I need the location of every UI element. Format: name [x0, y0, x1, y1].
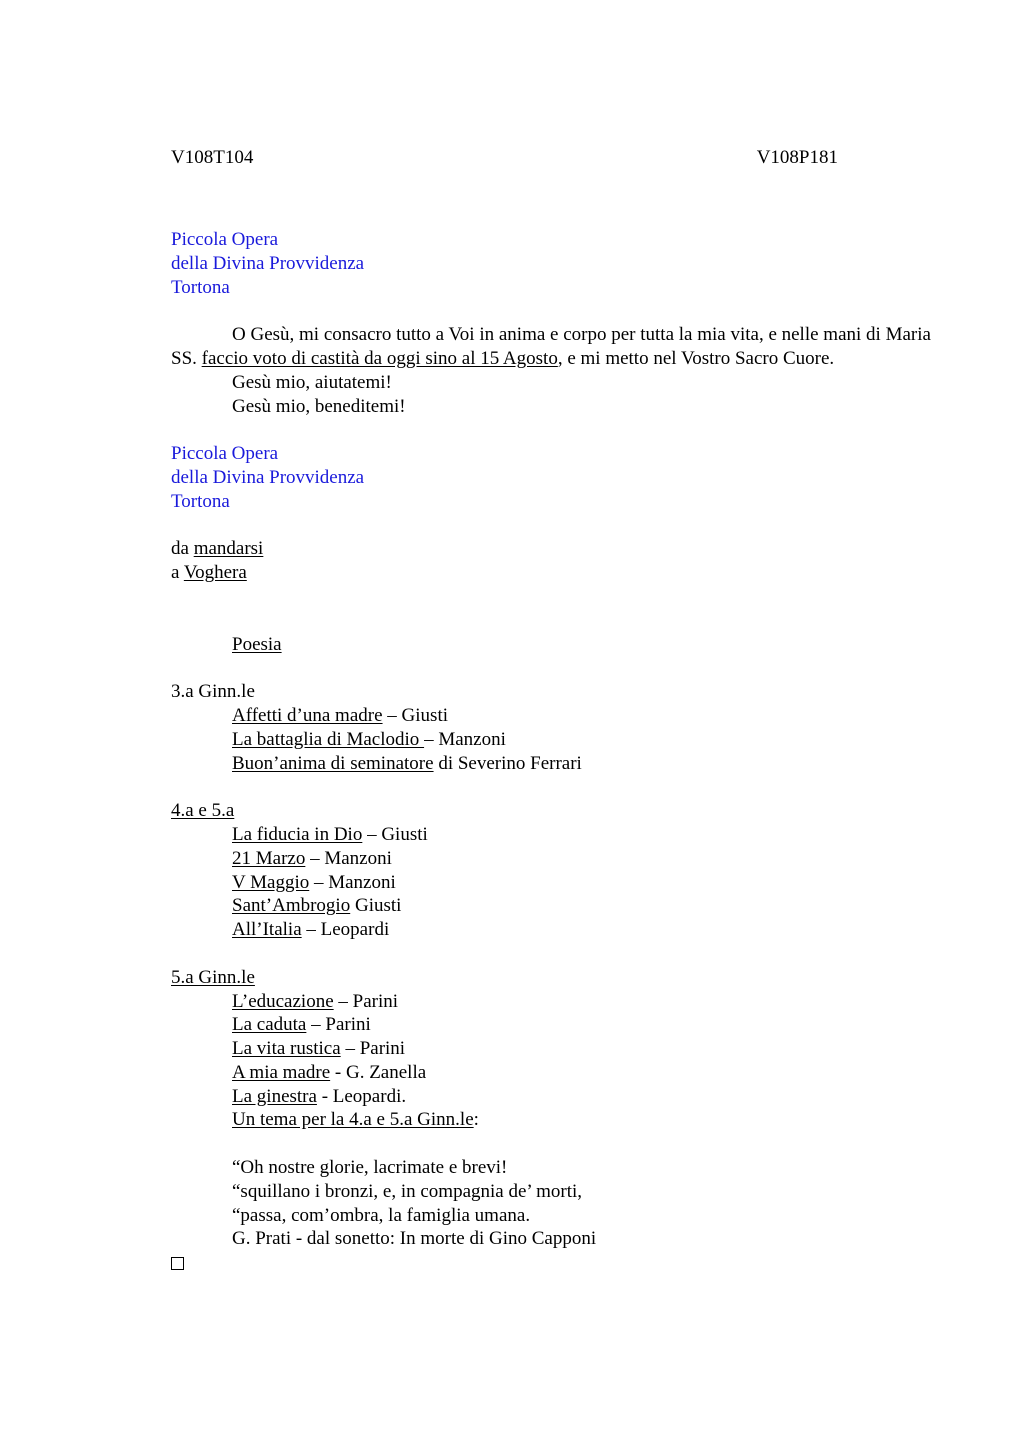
dispatch-prefix-1: da: [171, 538, 194, 560]
header-right-code: V108P181: [756, 147, 838, 168]
dispatch-word-2: Voghera: [183, 562, 247, 584]
invocation-1: Gesù mio, aiutatemi!: [232, 371, 392, 393]
poem-title: Buon’anima di seminatore: [232, 752, 434, 774]
list-item: [171, 1013, 931, 1037]
list-item: [171, 918, 931, 942]
prayer-text-after: , e mi metto nel Vostro Sacro Cuore.: [557, 347, 835, 369]
poem-author: Giusti: [350, 895, 402, 917]
dispatch-line-1: [171, 537, 931, 561]
section-4a-5a-heading: [171, 799, 931, 823]
poem-title: Sant’Ambrogio: [232, 895, 351, 917]
dispatch-word-1: mandarsi: [193, 538, 264, 560]
letterhead-1-line3: Tortona: [171, 276, 230, 298]
section-5a-heading: [171, 966, 931, 990]
poem-title: L’educazione: [232, 990, 334, 1012]
list-item: [171, 823, 931, 847]
letterhead-2-line3: Tortona: [171, 490, 230, 512]
quote-line-2: “squillano i bronzi, e, in compagnia de’ morti,: [232, 1180, 582, 1202]
document-page: [171, 146, 931, 1277]
poem-title: All’Italia: [232, 919, 302, 941]
poem-author: – Parini: [340, 1038, 406, 1060]
list-item: [171, 871, 931, 895]
poem-author: – Parini: [306, 1014, 371, 1036]
section-heading-text: 4.a e 5.a: [171, 800, 235, 822]
poem-author: :: [473, 1109, 479, 1131]
checkbox-square-icon: [171, 1251, 931, 1277]
letterhead-1-line1: Piccola Opera: [171, 229, 279, 250]
list-item: [171, 990, 931, 1014]
poem-title: La caduta: [232, 1014, 307, 1036]
poem-author: – Parini: [333, 990, 399, 1012]
poem-author: – Manzoni: [424, 728, 506, 750]
letterhead-2-line2: della Divina Provvidenza: [171, 466, 365, 488]
poem-title: La fiducia in Dio: [232, 823, 363, 845]
poem-author: – Giusti: [382, 704, 448, 726]
section-heading-text: 5.a Ginn.le: [171, 966, 255, 988]
poem-title: A mia madre: [232, 1061, 331, 1083]
invocation-2: Gesù mio, beneditemi!: [232, 395, 406, 417]
dispatch-line-2: [171, 561, 931, 585]
list-item: [171, 1037, 931, 1061]
poem-title: La battaglia di Maclodio: [232, 728, 425, 750]
poem-title: La ginestra: [232, 1085, 317, 1107]
poem-author: – Manzoni: [305, 847, 392, 869]
list-item: [171, 894, 931, 918]
letterhead-1-line2: della Divina Provvidenza: [171, 252, 365, 274]
list-item: [171, 728, 931, 752]
prayer-text-before: O Gesù, mi consacro tutto a Voi in anima e corpo per tutta la mia vita, e nelle mani di Maria SS.: [171, 324, 931, 369]
list-item: [171, 1085, 931, 1109]
letterhead-2: [171, 442, 931, 513]
quote-line-1: “Oh nostre glorie, lacrimate e brevi!: [232, 1157, 508, 1179]
list-item: [171, 752, 931, 776]
prayer-vow-underlined: faccio voto di castità da oggi sino al 15 Agosto: [201, 347, 558, 369]
list-item: [171, 1061, 931, 1085]
list-item: [171, 847, 931, 871]
list-item: [171, 704, 931, 728]
poem-title: La vita rustica: [232, 1038, 341, 1060]
section-3a-heading: 3.a Ginn.le: [171, 681, 255, 703]
poem-title: Affetti d’una madre: [232, 704, 383, 726]
poem-author: - Leopardi.: [316, 1085, 407, 1107]
poem-author: di Severino Ferrari: [433, 752, 582, 774]
prayer-paragraph: [171, 323, 931, 371]
poem-author: – Manzoni: [309, 871, 396, 893]
header-left-code: V108T104: [171, 147, 254, 168]
list-item: [171, 1108, 931, 1132]
poetry-title-text: Poesia: [232, 633, 282, 655]
poem-author: – Leopardi: [301, 919, 390, 941]
letterhead-1: [171, 228, 931, 299]
poem-author: - G. Zanella: [330, 1061, 427, 1083]
poem-title: Un tema per la 4.a e 5.a Ginn.le: [232, 1109, 474, 1131]
page-header: [171, 146, 838, 170]
quote-line-3: “passa, com’ombra, la famiglia umana.: [232, 1204, 531, 1226]
poetry-title: [171, 633, 931, 657]
dispatch-prefix-2: a: [171, 562, 184, 584]
poem-title: V Maggio: [232, 871, 310, 893]
letterhead-2-line1: Piccola Opera: [171, 443, 279, 465]
poem-author: – Giusti: [362, 823, 428, 845]
poem-title: 21 Marzo: [232, 847, 306, 869]
quote-attribution: G. Prati - dal sonetto: In morte di Gino Capponi: [232, 1228, 597, 1250]
